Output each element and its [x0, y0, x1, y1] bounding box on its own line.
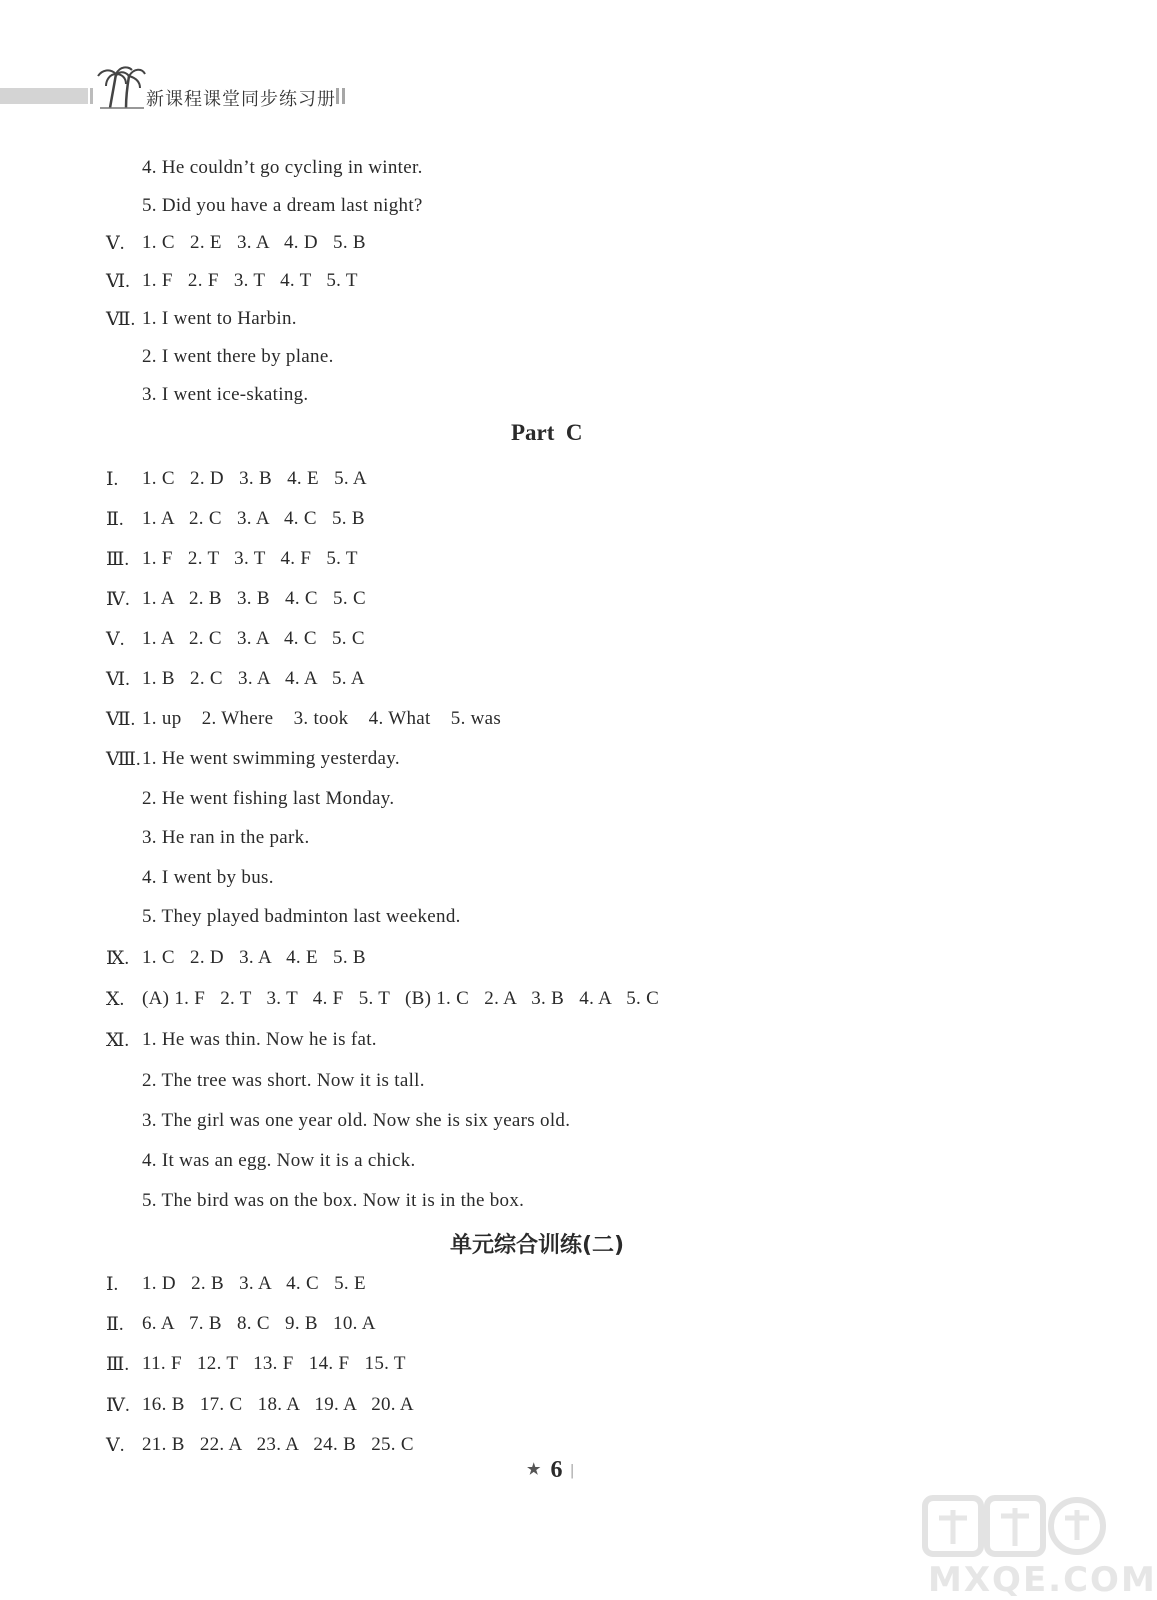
header-decor-end	[342, 88, 345, 104]
answer-line: 4. He couldn’t go cycling in winter.	[142, 157, 423, 178]
section-number: Ⅱ.	[106, 1314, 124, 1335]
section-number: Ⅶ.	[106, 309, 136, 330]
watermark-text: MXQE.COM	[928, 1560, 1157, 1600]
section-number: Ⅹ.	[106, 989, 125, 1010]
answer-line: 1. C 2. E 3. A 4. D 5. B	[142, 232, 366, 253]
answer-line: (A) 1. F 2. T 3. T 4. F 5. T (B) 1. C 2. A 3. B 4. A 5. C	[142, 988, 660, 1009]
section-number: Ⅸ.	[106, 948, 130, 969]
section-number: Ⅴ.	[106, 233, 125, 254]
answer-line: 1. D 2. B 3. A 4. C 5. E	[142, 1273, 366, 1294]
section-number: Ⅵ.	[106, 669, 130, 690]
palm-tree-icon	[96, 60, 146, 110]
header-decor-stripe	[90, 88, 93, 104]
section-number: Ⅳ.	[106, 589, 130, 610]
section-number: Ⅺ.	[106, 1030, 130, 1051]
divider-tick: |	[570, 1462, 574, 1479]
section-number: Ⅲ.	[106, 1354, 130, 1375]
answer-line: 1. I went to Harbin.	[142, 308, 297, 329]
answer-line: 1. He went swimming yesterday.	[142, 748, 400, 769]
answer-line: 1. C 2. D 3. A 4. E 5. B	[142, 947, 366, 968]
section-number: Ⅳ.	[106, 1395, 130, 1416]
answer-line: 21. B 22. A 23. A 24. B 25. C	[142, 1434, 414, 1455]
answer-line: 3. He ran in the park.	[142, 827, 310, 848]
section-number: Ⅰ.	[106, 1274, 119, 1295]
answer-line: 11. F 12. T 13. F 14. F 15. T	[142, 1353, 406, 1374]
header-title: 新课程课堂同步练习册	[146, 89, 336, 110]
page-header	[0, 0, 1125, 140]
answer-line: 3. The girl was one year old. Now she is six years old.	[142, 1110, 571, 1131]
answer-line: 1. F 2. T 3. T 4. F 5. T	[142, 548, 358, 569]
section-number: Ⅶ.	[106, 709, 136, 730]
section-heading: Part C	[511, 420, 583, 445]
star-icon: ★	[527, 1462, 541, 1478]
header-decor-bar	[0, 88, 88, 104]
answer-line: 5. They played badminton last weekend.	[142, 906, 461, 927]
section-number: Ⅷ.	[106, 749, 141, 770]
answer-line: 1. F 2. F 3. T 4. T 5. T	[142, 270, 358, 291]
answer-line: 5. Did you have a dream last night?	[142, 195, 423, 216]
unit-heading: 单元综合训练(二)	[450, 1233, 625, 1258]
answer-line: 4. It was an egg. Now it is a chick.	[142, 1150, 416, 1171]
section-number: Ⅰ.	[106, 469, 119, 490]
answer-line: 1. A 2. B 3. B 4. C 5. C	[142, 588, 366, 609]
section-number: Ⅲ.	[106, 549, 130, 570]
answer-line: 5. The bird was on the box. Now it is in the box.	[142, 1190, 525, 1211]
page-footer	[527, 1457, 574, 1484]
answer-line: 4. I went by bus.	[142, 867, 274, 888]
answer-line: 1. up 2. Where 3. took 4. What 5. was	[142, 708, 502, 729]
section-number: Ⅴ.	[106, 629, 125, 650]
answer-line: 2. The tree was short. Now it is tall.	[142, 1070, 425, 1091]
answer-line: 3. I went ice-skating.	[142, 384, 309, 405]
answer-line: 16. B 17. C 18. A 19. A 20. A	[142, 1394, 414, 1415]
answer-line: 2. He went fishing last Monday.	[142, 788, 395, 809]
section-number: Ⅱ.	[106, 509, 124, 530]
answer-line: 1. A 2. C 3. A 4. C 5. C	[142, 628, 365, 649]
section-number: Ⅵ.	[106, 271, 130, 292]
header-decor-end	[336, 88, 339, 104]
answer-line: 1. C 2. D 3. B 4. E 5. A	[142, 468, 367, 489]
page-number: 6	[550, 1457, 563, 1483]
section-number: Ⅴ.	[106, 1435, 125, 1456]
answer-line: 2. I went there by plane.	[142, 346, 334, 367]
answer-line: 1. A 2. C 3. A 4. C 5. B	[142, 508, 365, 529]
answer-line: 1. He was thin. Now he is fat.	[142, 1029, 377, 1050]
answer-line: 6. A 7. B 8. C 9. B 10. A	[142, 1313, 376, 1334]
answer-line: 1. B 2. C 3. A 4. A 5. A	[142, 668, 365, 689]
